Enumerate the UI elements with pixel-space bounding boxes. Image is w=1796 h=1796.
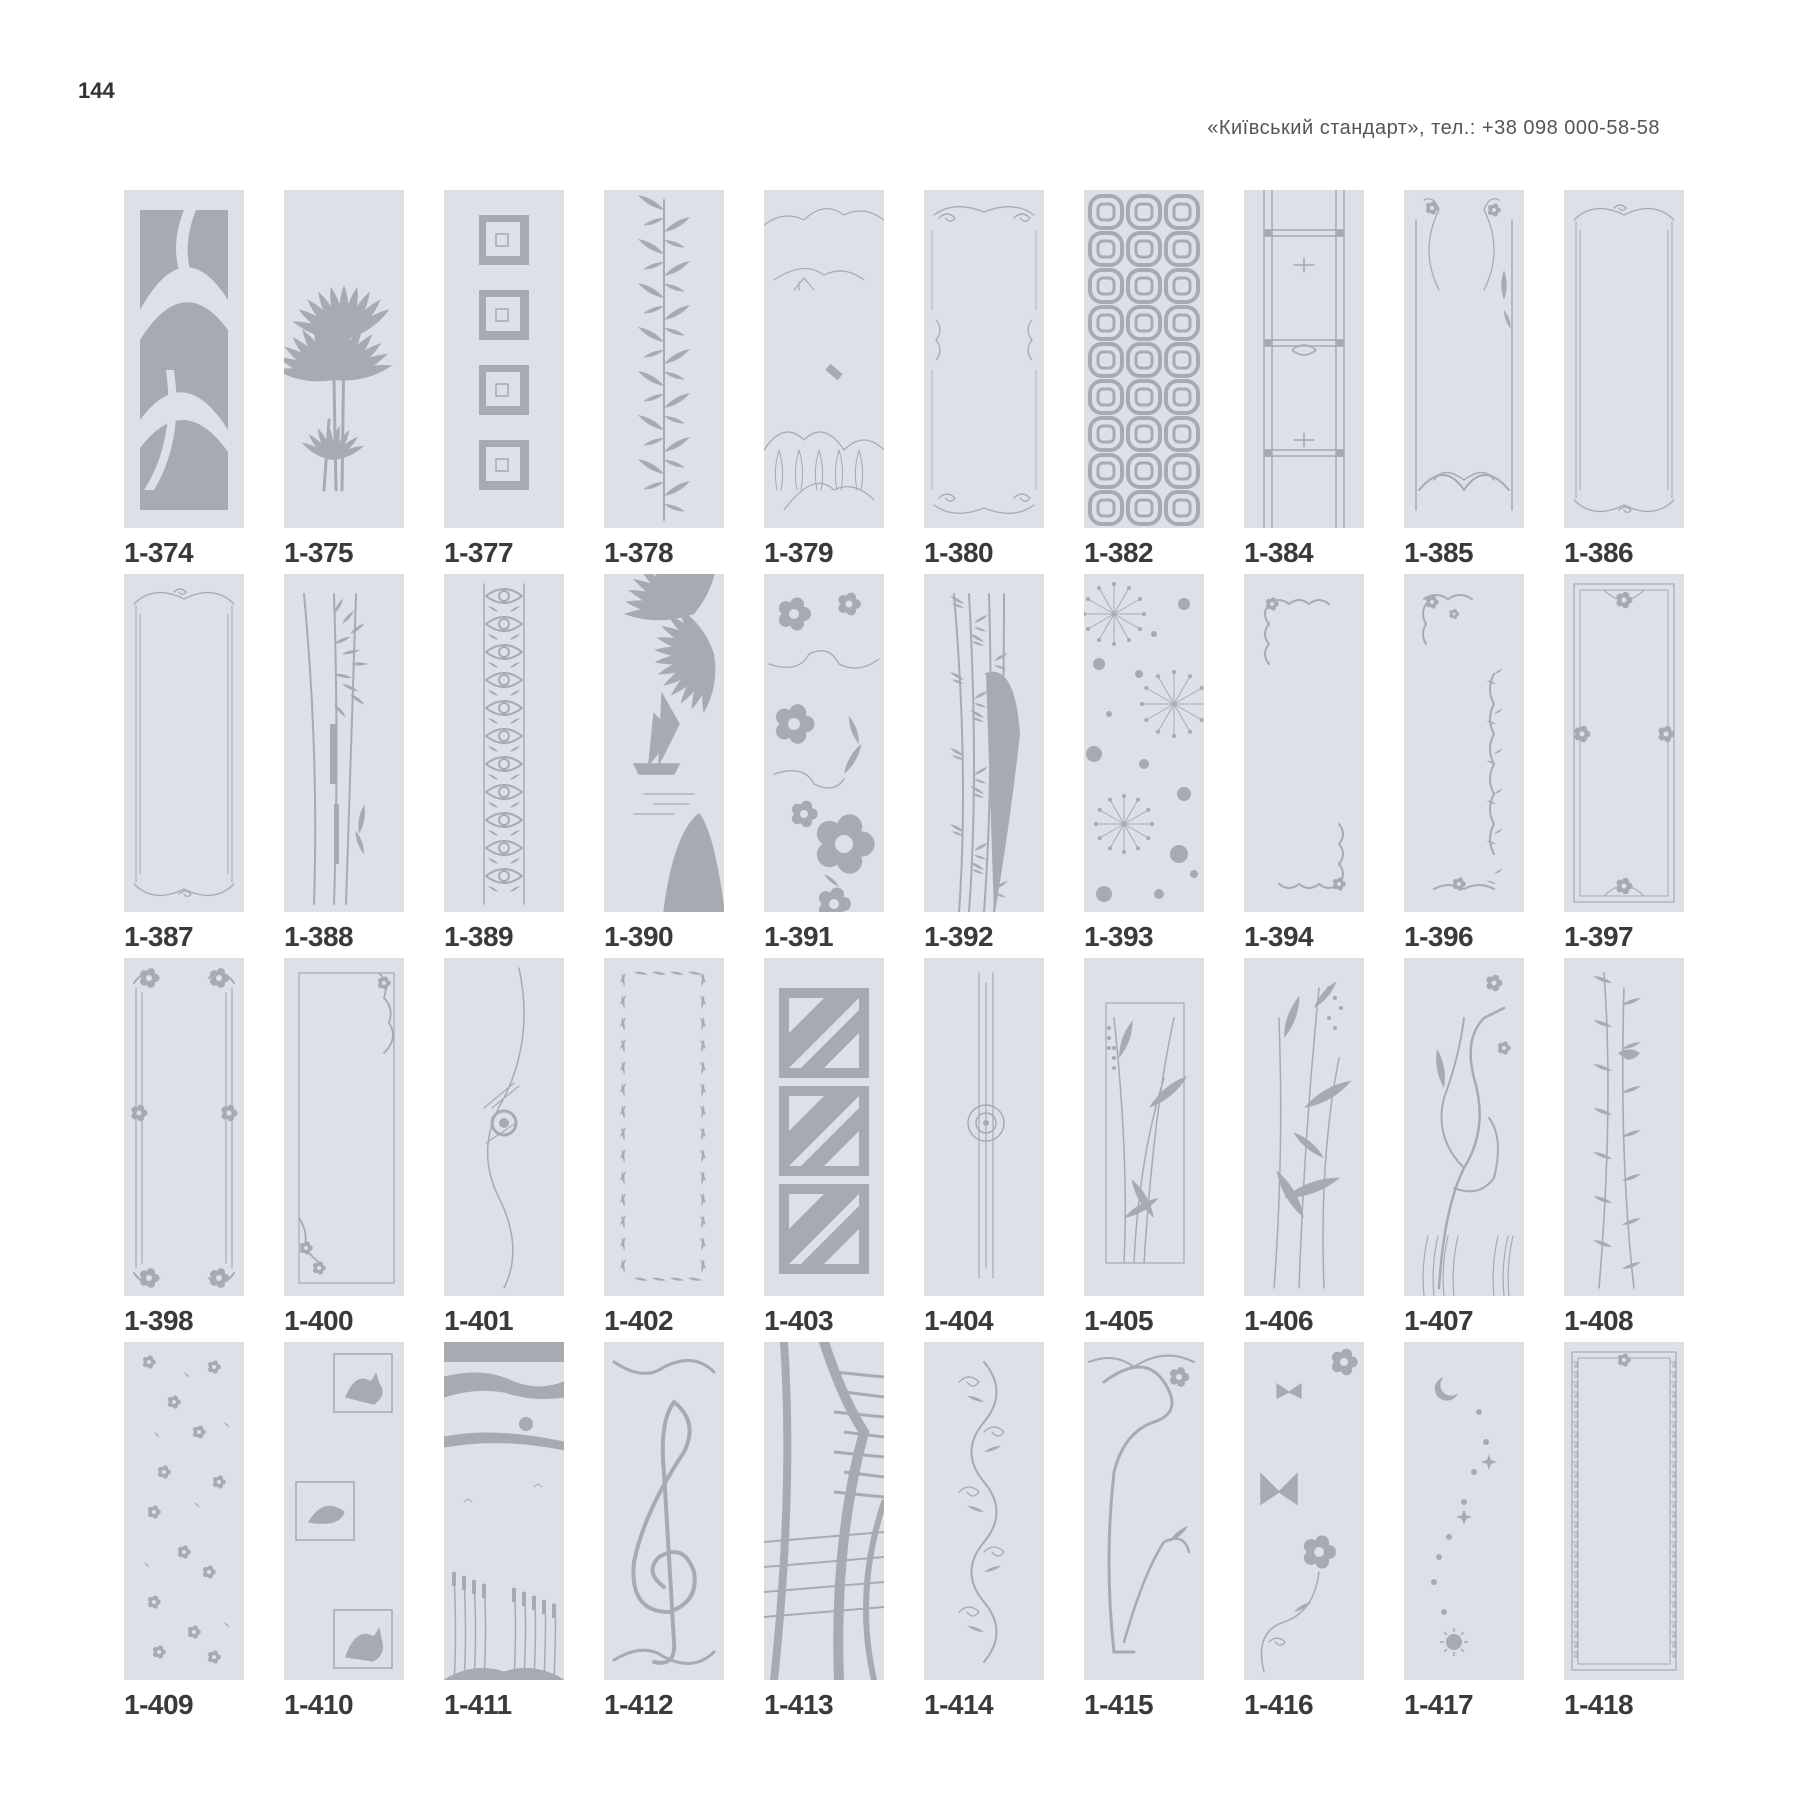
landscape-icon bbox=[764, 190, 884, 528]
sunset-reeds-icon bbox=[444, 1342, 564, 1680]
thin-frame-icon bbox=[1564, 190, 1684, 528]
item-code: 1-392 bbox=[924, 921, 994, 952]
item-code: 1-409 bbox=[124, 1689, 194, 1720]
item-code: 1-400 bbox=[284, 1305, 354, 1336]
catalog-item-1-382 bbox=[1084, 190, 1204, 568]
item-code: 1-412 bbox=[604, 1689, 674, 1720]
item-code: 1-386 bbox=[1564, 537, 1634, 568]
calla-lily-icon bbox=[604, 190, 724, 528]
catalog-item-1-409 bbox=[124, 1342, 244, 1720]
catalog-item-1-388 bbox=[284, 574, 404, 952]
lines-circle-icon bbox=[924, 958, 1044, 1296]
item-code: 1-378 bbox=[604, 537, 674, 568]
item-code: 1-407 bbox=[1404, 1305, 1474, 1336]
junk-boat-icon bbox=[604, 574, 724, 912]
corner-vine-icon bbox=[1404, 574, 1524, 912]
catalog-item-1-411 bbox=[444, 1342, 564, 1720]
item-code: 1-404 bbox=[924, 1305, 994, 1336]
nouveau-swirl-icon bbox=[1084, 1342, 1204, 1680]
abstract-blocks-icon bbox=[124, 190, 244, 528]
item-code: 1-385 bbox=[1404, 537, 1474, 568]
item-code: 1-388 bbox=[284, 921, 354, 952]
curve-circle-icon bbox=[444, 958, 564, 1296]
thin-frame-icon bbox=[124, 574, 244, 912]
catalog-item-1-377 bbox=[444, 190, 564, 568]
double-frame-icon bbox=[1564, 574, 1684, 912]
vine-column-icon bbox=[444, 574, 564, 912]
greek-frame-icon bbox=[1564, 1342, 1684, 1680]
item-code: 1-379 bbox=[764, 537, 834, 568]
ornament-frame-icon bbox=[924, 190, 1044, 528]
item-code: 1-416 bbox=[1244, 1689, 1314, 1720]
catalog-item-1-416 bbox=[1244, 1342, 1364, 1720]
item-code: 1-393 bbox=[1084, 921, 1154, 952]
catalog-item-1-403 bbox=[764, 958, 884, 1336]
catalog-item-1-413 bbox=[764, 1342, 884, 1720]
item-code: 1-411 bbox=[444, 1689, 512, 1720]
page-number: 144 bbox=[78, 78, 115, 103]
catalog-item-1-387 bbox=[124, 574, 244, 952]
catalog-item-1-389 bbox=[444, 574, 564, 952]
art-nouveau-icon bbox=[1404, 190, 1524, 528]
catalog-item-1-378 bbox=[604, 190, 724, 568]
diagonal-squares-icon bbox=[764, 958, 884, 1296]
item-code: 1-410 bbox=[284, 1689, 354, 1720]
catalog-item-1-401 bbox=[444, 958, 564, 1336]
catalog-item-1-394 bbox=[1244, 574, 1364, 952]
catalog-item-1-400 bbox=[284, 958, 404, 1336]
catalog-item-1-392 bbox=[924, 574, 1044, 952]
catalog-item-1-374 bbox=[124, 190, 244, 568]
petals-icon bbox=[124, 1342, 244, 1680]
dandelion-dots-icon bbox=[1084, 574, 1204, 912]
item-code: 1-415 bbox=[1084, 1689, 1154, 1720]
catalog-item-1-391 bbox=[764, 574, 884, 952]
catalog-item-1-396 bbox=[1404, 574, 1524, 952]
catalog-item-1-417 bbox=[1404, 1342, 1524, 1720]
catalog-item-1-405 bbox=[1084, 958, 1204, 1336]
grass-leaves-icon bbox=[1244, 958, 1364, 1296]
flowers-icon bbox=[764, 574, 884, 912]
framed-grass-icon bbox=[1084, 958, 1204, 1296]
item-code: 1-403 bbox=[764, 1305, 834, 1336]
catalog-item-1-412 bbox=[604, 1342, 724, 1720]
item-code: 1-390 bbox=[604, 921, 674, 952]
item-code: 1-374 bbox=[124, 537, 194, 568]
item-code: 1-391 bbox=[764, 921, 834, 952]
butterflies-icon bbox=[1244, 1342, 1364, 1680]
item-code: 1-414 bbox=[924, 1689, 994, 1720]
catalog-item-1-404 bbox=[924, 958, 1044, 1336]
item-code: 1-405 bbox=[1084, 1305, 1154, 1336]
item-code: 1-387 bbox=[124, 921, 194, 952]
item-code: 1-396 bbox=[1404, 921, 1474, 952]
palm-icon bbox=[284, 190, 404, 528]
item-code: 1-406 bbox=[1244, 1305, 1314, 1336]
corner-ornament-icon bbox=[1244, 574, 1364, 912]
squares-icon bbox=[444, 190, 564, 528]
catalog-item-1-415 bbox=[1084, 1342, 1204, 1720]
catalog-item-1-380 bbox=[924, 190, 1044, 568]
item-code: 1-401 bbox=[444, 1305, 514, 1336]
moon-stars-icon bbox=[1404, 1342, 1524, 1680]
item-code: 1-418 bbox=[1564, 1689, 1634, 1720]
item-code: 1-382 bbox=[1084, 537, 1154, 568]
catalog-item-1-397 bbox=[1564, 574, 1684, 952]
catalog-item-1-414 bbox=[924, 1342, 1044, 1720]
bamboo-icon bbox=[924, 574, 1044, 912]
catalog-item-1-406 bbox=[1244, 958, 1364, 1336]
ornate-frame-icon bbox=[124, 958, 244, 1296]
item-code: 1-389 bbox=[444, 921, 514, 952]
heron-icon bbox=[1404, 958, 1524, 1296]
cats-icon bbox=[284, 1342, 404, 1680]
catalog-item-1-384 bbox=[1244, 190, 1364, 568]
treble-clef-icon bbox=[604, 1342, 724, 1680]
reeds-icon bbox=[284, 574, 404, 912]
waves-icon bbox=[764, 1342, 884, 1680]
catalog-item-1-402 bbox=[604, 958, 724, 1336]
catalog-item-1-418 bbox=[1564, 1342, 1684, 1720]
catalog-item-1-393 bbox=[1084, 574, 1204, 952]
corner-frame-icon bbox=[284, 958, 404, 1296]
item-code: 1-397 bbox=[1564, 921, 1634, 952]
item-code: 1-417 bbox=[1404, 1689, 1474, 1720]
bamboo-bird-icon bbox=[1564, 958, 1684, 1296]
catalog-item-1-386 bbox=[1564, 190, 1684, 568]
catalog-item-1-408 bbox=[1564, 958, 1684, 1336]
item-code: 1-413 bbox=[764, 1689, 834, 1720]
catalog-item-1-379 bbox=[764, 190, 884, 568]
catalog-grid bbox=[124, 190, 1684, 1730]
leaf-frame-icon bbox=[604, 958, 724, 1296]
rounded-grid-icon bbox=[1084, 190, 1204, 528]
item-code: 1-375 bbox=[284, 537, 354, 568]
header-contact: «Київський стандарт», тел.: +38 098 000-58-58 bbox=[1207, 117, 1660, 139]
catalog-item-1-385 bbox=[1404, 190, 1524, 568]
swirl-ornament-icon bbox=[924, 1342, 1044, 1680]
catalog-item-1-375 bbox=[284, 190, 404, 568]
item-code: 1-377 bbox=[444, 537, 514, 568]
item-code: 1-394 bbox=[1244, 921, 1314, 952]
item-code: 1-384 bbox=[1244, 537, 1314, 568]
item-code: 1-402 bbox=[604, 1305, 674, 1336]
item-code: 1-380 bbox=[924, 537, 994, 568]
catalog-item-1-407 bbox=[1404, 958, 1524, 1336]
item-code: 1-398 bbox=[124, 1305, 194, 1336]
item-code: 1-408 bbox=[1564, 1305, 1634, 1336]
ladder-icon bbox=[1244, 190, 1364, 528]
catalog-item-1-398 bbox=[124, 958, 244, 1336]
catalog-item-1-410 bbox=[284, 1342, 404, 1720]
catalog-item-1-390 bbox=[604, 574, 724, 952]
